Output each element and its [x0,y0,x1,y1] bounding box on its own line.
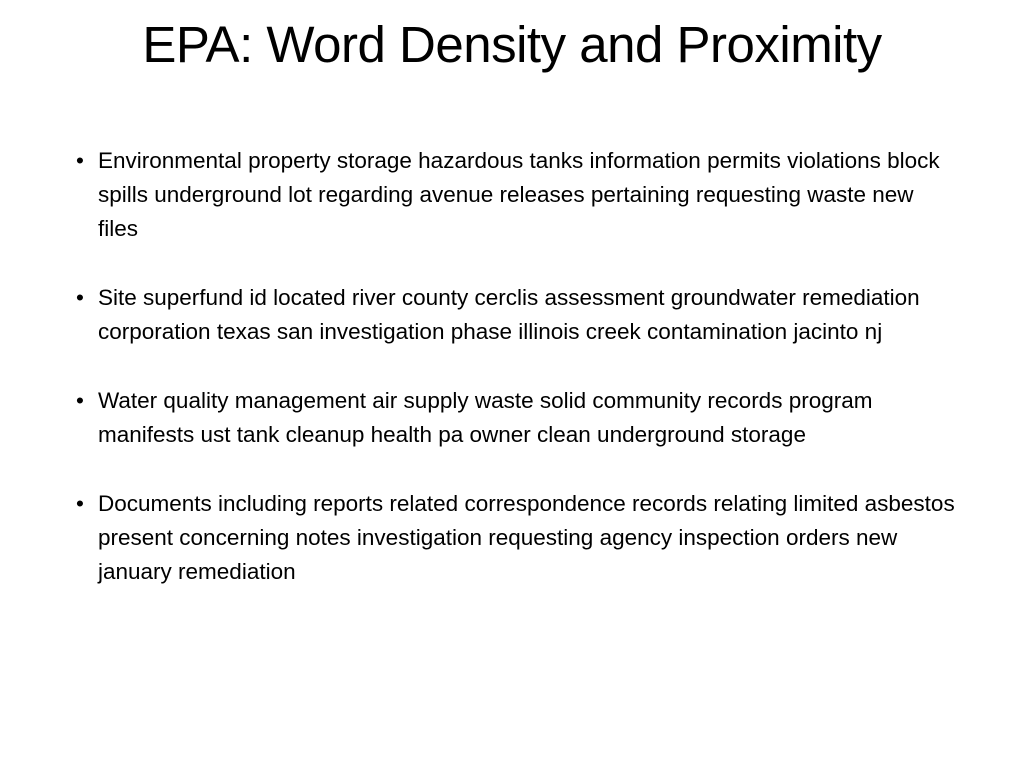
slide-title: EPA: Word Density and Proximity [142,16,882,73]
bullet-item [76,144,956,246]
bullet-text: Water quality management air supply waste solid community records program manifests ust tank cleanup health pa owner clean underground storage [98,388,873,447]
bullet-dot-icon: • [76,285,84,310]
bullet-text: Site superfund id located river county cerclis assessment groundwater remediation corporation texas san investigation phase illinois creek contamination jacinto nj [98,285,920,344]
bullet-list [76,144,956,624]
bullet-dot-icon: • [76,388,84,413]
bullet-item [76,487,956,589]
bullet-item [76,384,956,452]
bullet-text: Environmental property storage hazardous tanks information permits violations block spills underground lot regarding avenue releases pertaining requesting waste new files [98,148,940,241]
bullet-text: Documents including reports related correspondence records relating limited asbestos present concerning notes investigation requesting agency inspection orders new january remediation [98,491,955,584]
bullet-dot-icon: • [76,491,84,516]
bullet-item [76,281,956,349]
bullet-dot-icon: • [76,148,84,173]
